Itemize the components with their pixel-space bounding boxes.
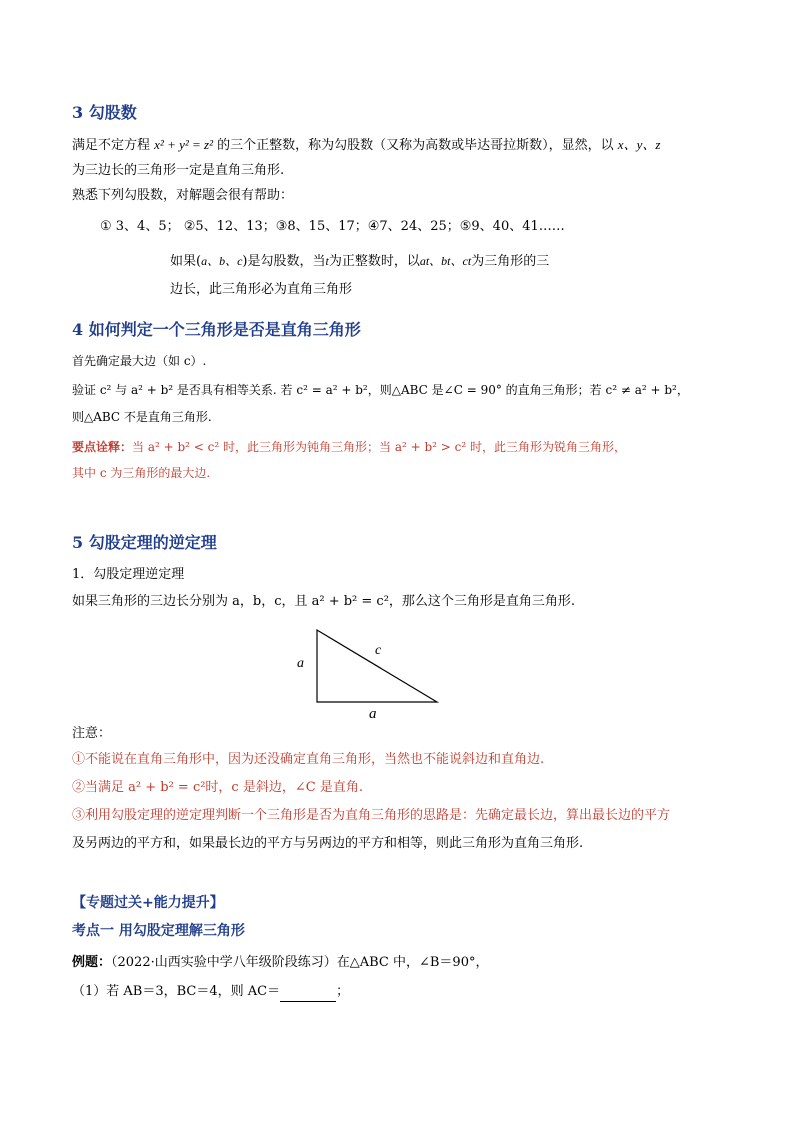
section-5-line-1: 如果三角形的三边长分别为 a，b，c，且 a² + b² = c²，那么这个三角形是直角三角形.: [72, 594, 576, 609]
variables: x、y、z: [617, 137, 661, 152]
text: 为正整数时，以: [328, 254, 420, 269]
key-point-line-2: 其中 c 为三角形的最大边.: [72, 466, 211, 480]
section-4-line-3: 则△ABC 不是直角三角形.: [72, 410, 212, 424]
notice-label: 注意：: [72, 726, 112, 741]
var-abc: a、b、c: [201, 254, 243, 268]
section-4-line-1: 首先确定最大边（如 c）.: [72, 354, 207, 368]
var-t: t: [325, 254, 329, 268]
key-point-text: 当 a² + b² < c² 时，此三角形为钝角三角形；当 a² + b² > c² 时，此三角形为锐角三角形，: [132, 440, 626, 454]
var-at-bt-ct: at、bt、ct: [419, 254, 472, 268]
notice-item-2: ②当满足 a² + b² = c²时，c 是斜边，∠C 是直角.: [72, 780, 363, 795]
section-3-note-line-2: 边长，此三角形必为直角三角形: [170, 282, 353, 297]
notice-item-4: 及另两边的平方和，如果最长边的平方与另两边的平方和相等，则此三角形为直角三角形.: [72, 836, 584, 851]
notice-item-1: ①不能说在直角三角形中，因为还没确定直角三角形，当然也不能说斜边和直角边.: [72, 752, 545, 767]
question-1-end: ；: [336, 984, 350, 999]
section-3-line-1: [72, 135, 660, 156]
key-point-line-1: [72, 438, 626, 456]
key-point-label: 要点诠释：: [72, 440, 133, 454]
notice-item-3: ③利用勾股定理的逆定理判断一个三角形是否为直角三角形的思路是：先确定最长边，算出最长边的平方: [72, 808, 671, 823]
section-3-line-3: 熟悉下列勾股数，对解题会很有帮助：: [72, 188, 294, 203]
text: 为三角形的三: [471, 254, 550, 269]
section-3-note-line-1: [170, 252, 549, 272]
text: )是勾股数，当: [242, 254, 326, 269]
label-bottom-side: a: [369, 706, 377, 722]
exam-point-title: 考点一 用勾股定理解三角形: [72, 923, 245, 939]
section-3-line-2: 为三边长的三角形一定是直角三角形.: [72, 163, 285, 178]
example-line: [72, 953, 488, 973]
section-3-title: 3 勾股数: [72, 103, 137, 122]
triangle-shape: [317, 630, 437, 702]
question-1: [72, 982, 349, 1002]
example-label: 例题：: [72, 955, 112, 970]
text: 的三个正整数，称为勾股数（又称为高数或毕达哥拉斯数），显然，以: [217, 138, 614, 153]
label-left-side: a: [297, 656, 304, 671]
example-text: （2022·山西实验中学八年级阶段练习）在△ABC 中，∠B＝90°，: [111, 955, 489, 970]
answer-blank[interactable]: [280, 987, 336, 1002]
section-4-line-2: 验证 c² 与 a² + b² 是否具有相等关系. 若 c² = a² + b²，则△ABC 是∠C = 90° 的直角三角形；若 c² ≠ a² + b²，: [72, 383, 689, 397]
pythagorean-triples-list: ① 3、4、5； ②5、12、13；③8、15、17；④7、24、25；⑤9、40、41……: [100, 219, 565, 234]
section-5-title: 5 勾股定理的逆定理: [72, 533, 217, 552]
text: 如果(: [170, 254, 202, 269]
section-5-subtitle: 1．勾股定理逆定理: [72, 567, 185, 582]
section-4-title: 4 如何判定一个三角形是否是直角三角形: [72, 320, 361, 339]
label-hypotenuse: c: [375, 643, 382, 658]
text: 满足不定方程: [72, 138, 151, 153]
practice-header: 【专题过关+能力提升】: [72, 895, 224, 911]
right-triangle-figure: [285, 620, 455, 725]
equation: x² + y² = z²: [154, 137, 213, 152]
question-1-text: （1）若 AB＝3，BC＝4，则 AC＝: [72, 984, 281, 999]
